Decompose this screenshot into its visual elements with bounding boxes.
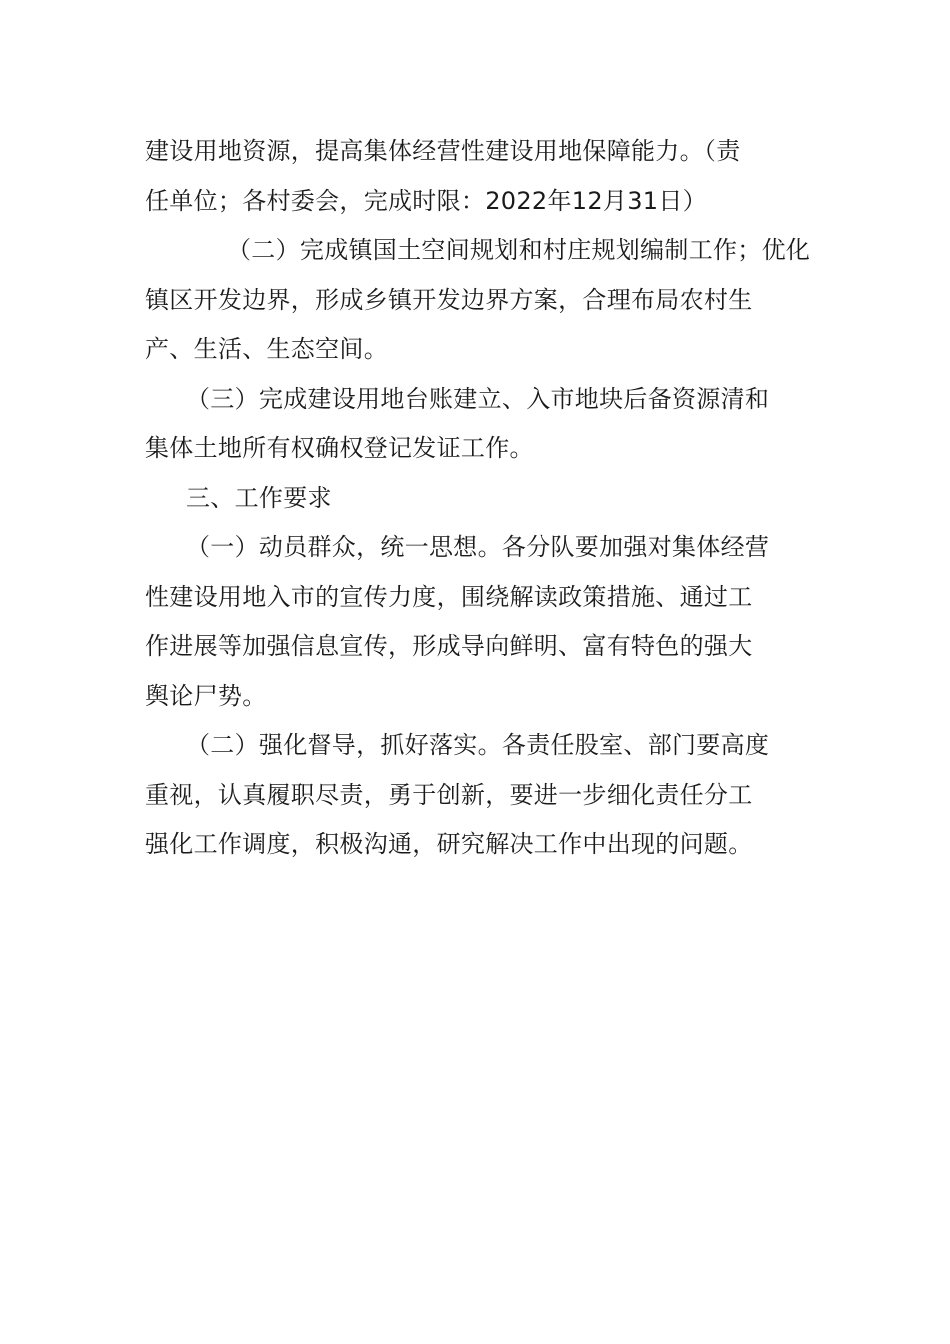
text-line: （二）完成镇国土空间规划和村庄规划编制工作；优化 (227, 236, 811, 264)
paragraph-requirement-1 (145, 523, 810, 721)
text-line: 集体土地所有权确权登记发证工作。 (145, 434, 534, 462)
paragraph-item-2 (145, 226, 810, 375)
section-heading-text: 三、工作要求 (186, 483, 332, 512)
paragraph-requirement-2 (145, 721, 810, 870)
text-line: （三）完成建设用地台账建立、入市地块后备资源清和 (186, 384, 770, 413)
text-line: 重视，认真履职尽责，勇于创新，要进一步细化责任分工 (145, 780, 753, 809)
text-line: 强化工作调度，积极沟通，研究解决工作中出现的问题。 (145, 830, 753, 858)
text-line: 作进展等加强信息宣传，形成导向鲜明、富有特色的强大 (145, 632, 753, 660)
paragraph-continuation (145, 127, 810, 226)
text-line: 产、生活、生态空间。 (145, 335, 388, 363)
text-line: 性建设用地入市的宣传力度，围绕解读政策措施、通过工 (145, 582, 753, 611)
section-heading (145, 474, 810, 524)
text-line: 镇区开发边界，形成乡镇开发边界方案，合理布局农村生 (145, 285, 753, 314)
paragraph-item-3 (145, 375, 810, 474)
text-line: 建设用地资源，提高集体经营性建设用地保障能力。（责 (145, 137, 741, 165)
text-line: 舆论尸势。 (145, 681, 267, 710)
text-line: （二）强化督导，抓好落实。各责任股室、部门要高度 (186, 731, 770, 759)
text-line: 任单位；各村委会，完成时限：2022年12月31日） (145, 186, 707, 215)
document-body (145, 127, 810, 870)
text-line: （一）动员群众，统一思想。各分队要加强对集体经营 (186, 533, 770, 561)
